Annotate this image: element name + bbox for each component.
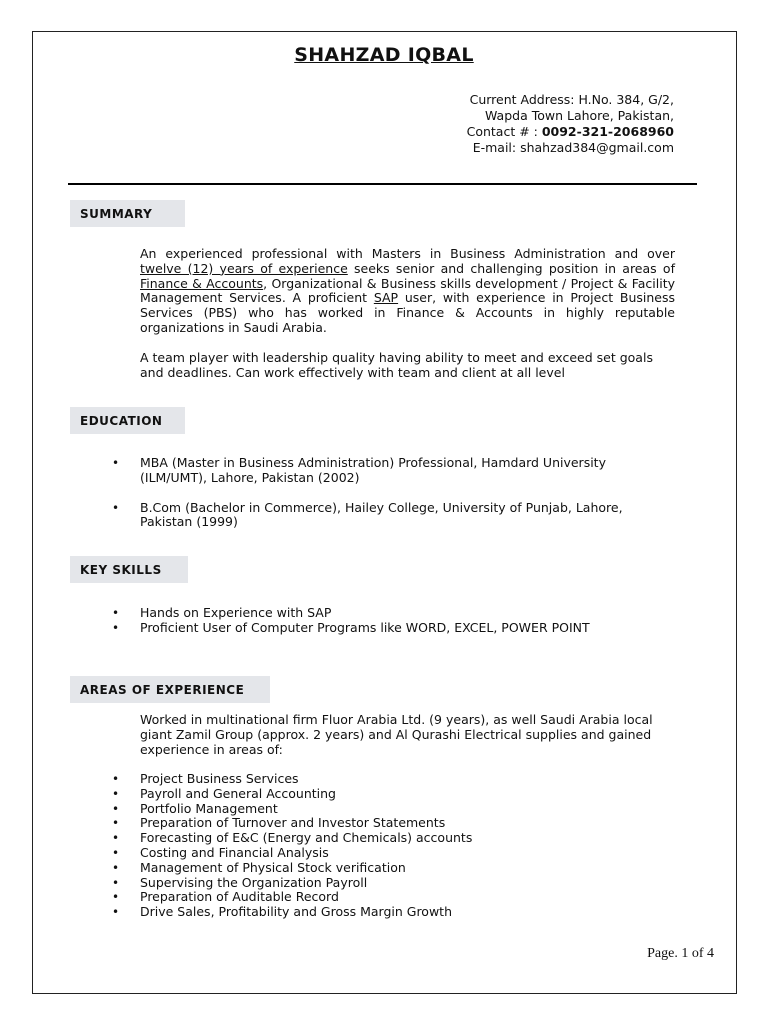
bullet-icon: • [112, 845, 120, 860]
summary-paragraph-2: A team player with leadership quality having ability to meet and exceed set goals and deadlines. Can work effectively with team and client at all level [140, 350, 653, 380]
candidate-name: SHAHZAD IQBAL [294, 44, 474, 66]
bullet-icon: • [112, 801, 120, 816]
list-item [112, 621, 590, 636]
contact-block [467, 92, 674, 156]
experience-item: Forecasting of E&C (Energy and Chemicals) accounts [140, 830, 473, 846]
summary-highlight-sap: SAP [373, 290, 399, 306]
experience-item: Supervising the Organization Payroll [140, 874, 368, 890]
education-item-1-line-2: (ILM/UMT), Lahore, Pakistan (2002) [140, 469, 360, 485]
summary-text: user, with experience in Project Business Services (PBS) who has worked in Finance & Accounts in highly reputable organizations in Saudi Arabia. [140, 290, 675, 335]
bullet-icon: • [112, 816, 120, 831]
education-list [112, 456, 623, 530]
bullet-icon: • [112, 500, 120, 515]
list-item [112, 606, 590, 621]
education-heading: EDUCATION [70, 407, 185, 434]
education-item-2-line-2: Pakistan (1999) [140, 514, 238, 530]
list-item [112, 772, 472, 787]
summary-text: , Organizational & Business skills development / Project & Facility Management Services. A proficient [140, 275, 675, 306]
contact-number: 0092-321-2068960 [541, 124, 674, 139]
list-item [112, 831, 472, 846]
experience-item: Preparation of Auditable Record [140, 889, 339, 905]
address-line-2: Wapda Town Lahore, Pakistan, [484, 108, 674, 123]
bullet-icon: • [112, 890, 120, 905]
experience-heading: AREAS OF EXPERIENCE [70, 676, 270, 703]
education-item-1-line-1: MBA (Master in Business Administration) Professional, Hamdard University [140, 455, 606, 470]
list-item [112, 890, 472, 905]
contact-label: Contact # : [466, 124, 542, 139]
experience-item: Preparation of Turnover and Investor Statements [140, 815, 446, 831]
experience-item: Project Business Services [140, 771, 299, 786]
bullet-icon: • [112, 860, 120, 875]
list-item [112, 861, 472, 876]
experience-item: Costing and Financial Analysis [140, 844, 329, 860]
contact-line [467, 124, 674, 140]
summary-text: An experienced professional with Masters in Business Administration and over [140, 246, 675, 261]
bullet-icon: • [112, 905, 120, 920]
list-item [112, 456, 623, 486]
list-item [112, 905, 472, 920]
key-skills-heading: KEY SKILLS [70, 556, 188, 583]
summary-highlight-finance: Finance & Accounts [140, 275, 264, 291]
list-item [112, 501, 623, 531]
list-item [112, 846, 472, 861]
bullet-icon: • [112, 772, 120, 786]
experience-item: Management of Physical Stock verification [140, 859, 406, 875]
summary-text: seeks senior and challenging position in areas of [347, 260, 675, 276]
bullet-icon: • [112, 620, 120, 635]
skills-list [112, 606, 590, 636]
page-number: Page. 1 of 4 [647, 946, 714, 961]
experience-intro: Worked in multinational firm Fluor Arabia Ltd. (9 years), as well Saudi Arabia local giant Zamil Group (approx. 2 years) and Al Qurashi Electrical supplies and gained experience in areas of: [140, 712, 653, 757]
skill-item: Proficient User of Computer Programs like WORD, EXCEL, POWER POINT [140, 619, 590, 635]
bullet-icon: • [112, 456, 120, 470]
list-item [112, 876, 472, 891]
experience-item: Payroll and General Accounting [140, 785, 336, 801]
bullet-icon: • [112, 786, 120, 801]
header-divider [68, 183, 697, 185]
experience-list [112, 772, 472, 920]
list-item [112, 787, 472, 802]
skill-item: Hands on Experience with SAP [140, 605, 332, 620]
summary-heading: SUMMARY [70, 200, 185, 227]
summary-highlight-experience: twelve (12) years of experience [140, 260, 348, 276]
bullet-icon: • [112, 831, 120, 846]
bullet-icon: • [112, 875, 120, 890]
experience-item: Portfolio Management [140, 800, 278, 816]
experience-item: Drive Sales, Profitability and Gross Margin Growth [140, 904, 453, 920]
list-item [112, 802, 472, 817]
education-item-2-line-1: B.Com (Bachelor in Commerce), Hailey College, University of Punjab, Lahore, [140, 499, 623, 515]
email-line: E-mail: shahzad384@gmail.com [472, 140, 674, 155]
bullet-icon: • [112, 606, 120, 620]
address-line-1: Current Address: H.No. 384, G/2, [469, 92, 674, 107]
summary-paragraph-1 [140, 247, 675, 336]
list-item [112, 816, 472, 831]
